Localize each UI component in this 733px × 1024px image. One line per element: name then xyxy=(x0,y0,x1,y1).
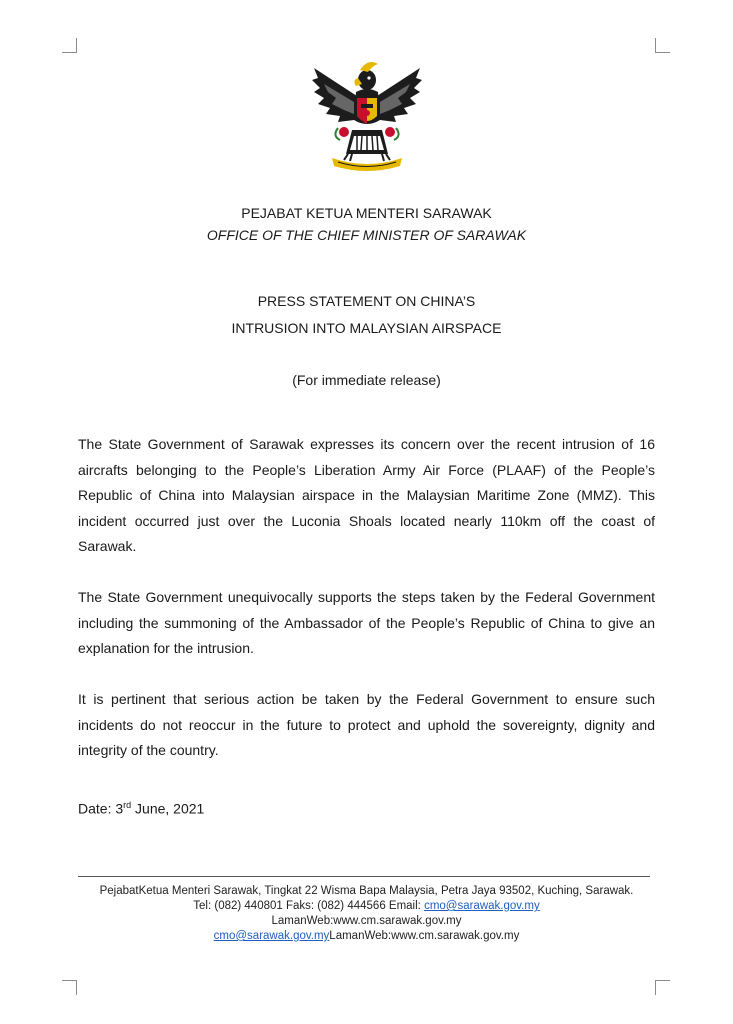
statement-date xyxy=(78,800,204,817)
release-notice: (For immediate release) xyxy=(292,372,441,388)
crop-mark-top-right xyxy=(655,38,670,53)
body-paragraph-3: It is pertinent that serious action be taken by the Federal Government to ensure such incidents do not reoccur in the future to protect and uphold the sovereignty, dignity and integrity of the country. xyxy=(78,691,655,758)
date-rest: June, 2021 xyxy=(131,800,205,817)
statement-title-line2: INTRUSION INTO MALAYSIAN AIRSPACE xyxy=(231,320,502,336)
date-label: Date: 3 xyxy=(78,800,124,817)
footer-divider xyxy=(78,876,650,877)
footer-email-link-2[interactable]: cmo@sarawak.gov.my xyxy=(213,930,330,942)
crop-mark-bottom-left xyxy=(62,980,77,995)
office-name-english: OFFICE OF THE CHIEF MINISTER OF SARAWAK xyxy=(206,227,527,243)
footer-website[interactable]: LamanWeb:www.cm.sarawak.gov.my xyxy=(271,915,462,927)
sarawak-crest-logo xyxy=(308,58,426,176)
crop-mark-bottom-right xyxy=(655,980,670,995)
crop-mark-top-left xyxy=(62,38,77,53)
date-ordinal-suffix: rd xyxy=(123,800,132,810)
footer-email-link[interactable]: cmo@sarawak.gov.my xyxy=(424,900,540,912)
footer-address: PejabatKetua Menteri Sarawak, Tingkat 22 Wisma Bapa Malaysia, Petra Jaya 93502, Kuching, Sarawak. xyxy=(99,885,634,897)
footer-email-website xyxy=(0,929,733,944)
footer-contact xyxy=(0,899,733,914)
statement-title-line1: PRESS STATEMENT ON CHINA’S xyxy=(257,293,476,309)
footer-website-2[interactable]: LamanWeb:www.cm.sarawak.gov.my xyxy=(329,930,520,942)
body-paragraph-1: The State Government of Sarawak expresses its concern over the recent intrusion of 16 aircrafts belonging to the People’s Liberation Army Air Force (PLAAF) of the People’s Republic of China into Malaysian airspace in the Malaysian Maritime Zone (MMZ). This incident occurred just over the Luconia Shoals located nearly 110km off the coast of Sarawak. xyxy=(78,436,655,554)
footer-phone-fax: Tel: (082) 440801 Faks: (082) 444566 Email: xyxy=(193,900,425,912)
body-paragraph-2: The State Government unequivocally supports the steps taken by the Federal Government including the summoning of the Ambassador of the People’s Republic of China to give an explanation for the intrusion. xyxy=(78,589,655,656)
office-name-malay: PEJABAT KETUA MENTERI SARAWAK xyxy=(241,205,492,221)
